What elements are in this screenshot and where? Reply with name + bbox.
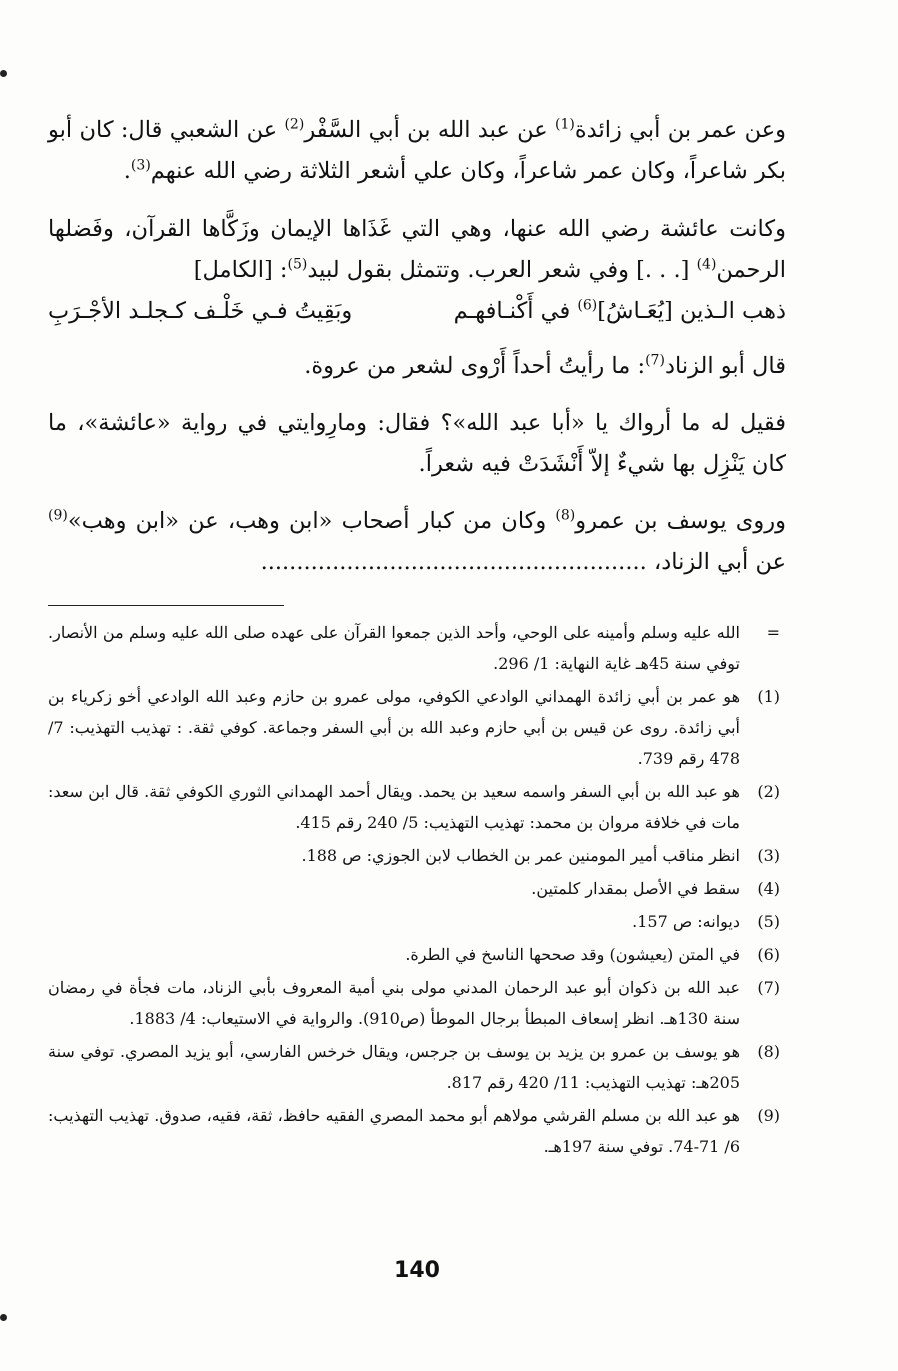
poem-verse	[48, 291, 786, 332]
footnote-ref-4: (4)	[696, 256, 717, 273]
footnote-ref-6: (6)	[577, 297, 598, 314]
verse-first-hemistich: ذهب الـذين [يُعَـاشُ]$^{(6)}$ في أَكْنـافهـم	[453, 297, 786, 324]
footnote-ref-8: (8)	[555, 507, 576, 524]
paragraph-5: وروى يوسف بن عمرو$^{(8)}$ وكان من كبار أصحاب «ابن وهب، عن «ابن وهب»$^{(9)}$ عن أبي الزناد، ......................................................	[48, 507, 787, 575]
footnote-6: (6) في المتن (يعيشون) وقد صححها الناسخ في الطرة.	[405, 945, 780, 964]
paragraph-3: قال أبو الزناد$^{(7)}$: ما رأيتُ أحداً أَرْوى لشعر من عروة.	[304, 352, 786, 379]
footnote-4: (4) سقط في الأصل بمقدار كلمتين.	[531, 879, 780, 898]
paragraph-2: وكانت عائشة رضي الله عنها، وهي التي غَذَاها الإيمان وزَكَّاها القرآن، وفَضلها الرحمن$^{(4)}$ [. . .] وفي شعر العرب. وتتمثل بقول لبيد$^{(5)}$: [الكامل]	[48, 216, 786, 283]
main-text	[48, 110, 786, 583]
footnote-separator	[48, 605, 284, 606]
scan-mark-bottom	[0, 1314, 7, 1321]
footnote-ref-9: (9)	[48, 507, 68, 524]
footnote-3: (3) انظر مناقب أمير المومنين عمر بن الخطاب لابن الجوزي: ص 188.	[301, 846, 780, 865]
scan-mark-top	[0, 70, 7, 77]
paragraph-4: فقيل له ما أرواك يا «أبا عبد الله»؟ فقال: ومارِوايتي في رواية «عائشة»، ما كان يَنْزِل بها شيءٌ إلاّ أَنْشَدَتْ فيه شعراً.	[48, 410, 786, 477]
footnote-5: (5) ديوانه: ص 157.	[632, 912, 780, 931]
footnote-8: (8) هو يوسف بن عمرو بن يزيد بن يوسف بن جرجس، ويقال خرخس الفارسي، أبو يزيد المصري. توفي سنة 205هـ: تهذيب التهذيب: 11/ 420 رقم 817.	[48, 1042, 780, 1092]
footnote-ref-3: (3)	[130, 157, 151, 174]
footnote-ref-5: (5)	[287, 256, 308, 273]
footnote-continued: = الله عليه وسلم وأمينه على الوحي، وأحد الذين جمعوا القرآن على عهده صلى الله عليه وسلم من الأنصار. توفي سنة 45هـ غاية النهاية: 1/ 296.	[48, 623, 780, 673]
page-number: 140	[394, 1258, 440, 1283]
footnote-2: (2) هو عبد الله بن أبي السفر واسمه سعيد بن يحمد. ويقال أحمد الهمداني الثوري الكوفي ثقة. قال ابن سعد: مات في خلافة مروان بن محمد: تهذيب التهذيب: 5/ 240 رقم 415.	[48, 782, 780, 832]
footnote-7: (7) عبد الله بن ذكوان أبو عبد الرحمان المدني مولى بني أمية المعروف بأبي الزناد، مات فجأة في رمضان سنة 130هـ. انظر إسعاف المبطأ برجال الموطأ (ص910). والرواية في الاستيعاب: 4/ 1883.	[48, 978, 780, 1028]
continuation-dots: ......................................................	[260, 549, 647, 575]
footnote-ref-2: (2)	[284, 116, 305, 133]
footnote-ref-1: (1)	[555, 116, 575, 133]
verse-second-hemistich: وبَقِيتُ فـي خَلْـف كـجلـد الأجْـرَبِ	[48, 298, 353, 324]
paragraph-1: وعن عمر بن أبي زائدة$^{(1)}$ عن عبد الله بن أبي السَّفْر$^{(2)}$ عن الشعبي قال: كان أبو بكر شاعراً، وكان عمر شاعراً، وكان علي أشعر الثلاثة رضي الله عنهم$^{(3)}$.	[48, 116, 786, 184]
footnote-ref-7: (7)	[645, 352, 665, 369]
footnotes	[48, 617, 786, 1164]
footnote-1: (1) هو عمر بن أبي زائدة الهمداني الوادعي الكوفي، مولى عمرو بن حازم وعبد الله الوادعي أخو زكرياء بن أبي زائدة. روى عن قيس بن أبي حازم وعبد الله بن أبي السفر وجماعة. كوفي ثقة. : تهذيب التهذيب: 7/ 478 رقم 739.	[48, 687, 780, 768]
footnote-9: (9) هو عبد الله بن مسلم القرشي مولاهم أبو محمد المصري الفقيه حافظ، ثقة، فقيه، صدوق. تهذيب التهذيب: 6/ 71-74. توفي سنة 197هـ.	[48, 1106, 780, 1156]
